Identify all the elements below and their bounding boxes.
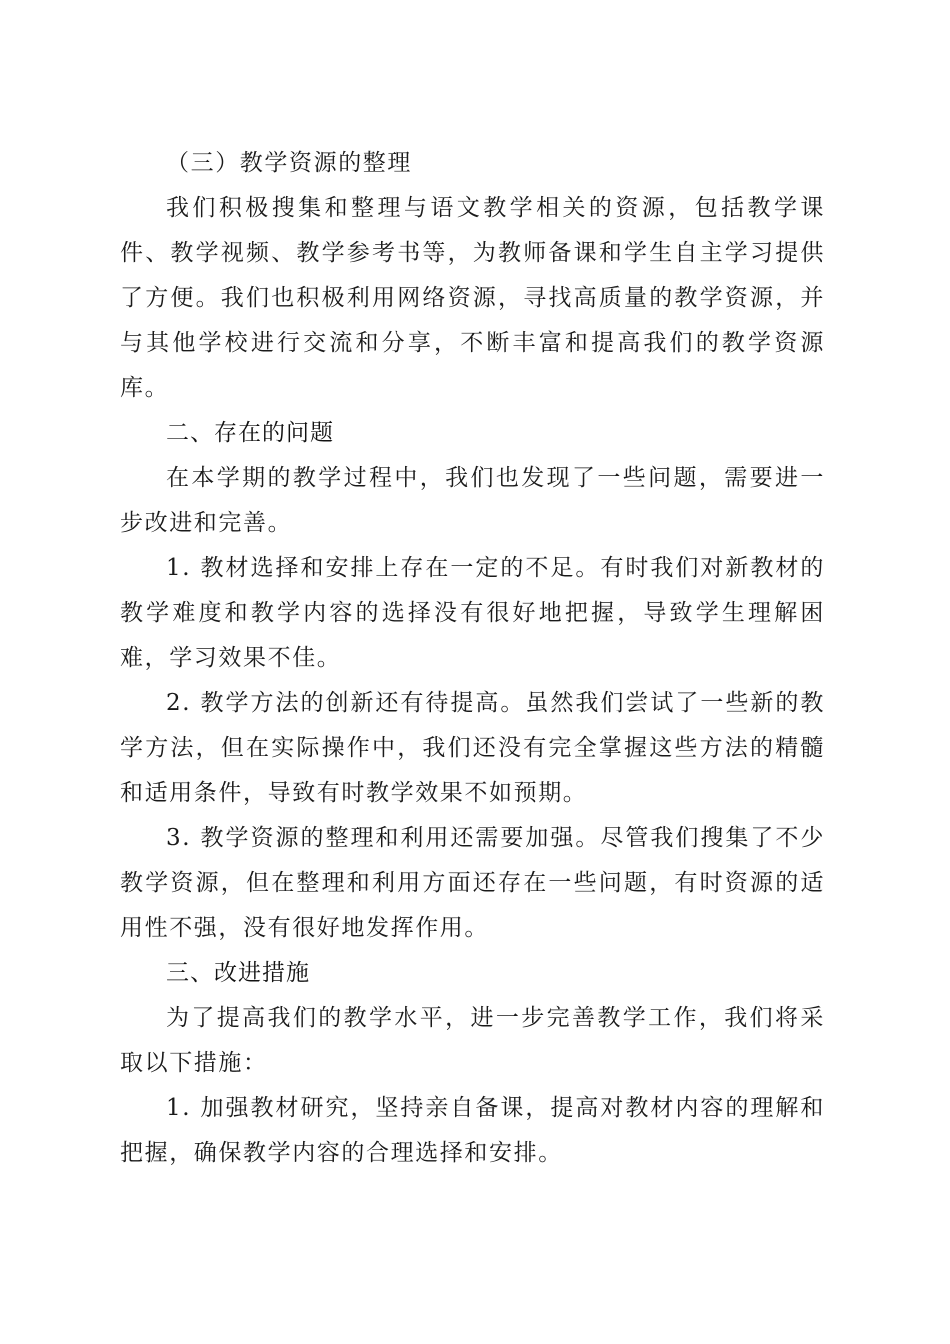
paragraph-problem-2: 2. 教学方法的创新还有待提高。虽然我们尝试了一些新的教学方法，但在实际操作中，我们还没有完全掌握这些方法的精髓和适用条件，导致有时教学效果不如预期。	[120, 690, 825, 806]
section-heading-improvements: 三、改进措施	[166, 960, 310, 986]
paragraph-improvement-1: 1. 加强教材研究，坚持亲自备课，提高对教材内容的理解和把握，确保教学内容的合理选择和安排。	[120, 1095, 825, 1166]
paragraph-improvements-intro: 为了提高我们的教学水平，进一步完善教学工作，我们将采取以下措施：	[120, 1005, 825, 1076]
paragraph-problem-3: 3. 教学资源的整理和利用还需要加强。尽管我们搜集了不少教学资源，但在整理和利用方面还存在一些问题，有时资源的适用性不强，没有很好地发挥作用。	[120, 825, 825, 941]
document-page	[120, 141, 825, 1176]
paragraph-resources: 我们积极搜集和整理与语文教学相关的资源，包括教学课件、教学视频、教学参考书等，为教师备课和学生自主学习提供了方便。我们也积极利用网络资源，寻找高质量的教学资源，并与其他学校进行交流和分享，不断丰富和提高我们的教学资源库。	[120, 195, 825, 401]
paragraph-problems-intro: 在本学期的教学过程中，我们也发现了一些问题，需要进一步改进和完善。	[120, 465, 825, 536]
section-subheading-teaching-resources: （三）教学资源的整理	[166, 150, 412, 176]
paragraph-problem-1: 1. 教材选择和安排上存在一定的不足。有时我们对新教材的教学难度和教学内容的选择没有很好地把握，导致学生理解困难，学习效果不佳。	[120, 555, 825, 671]
section-heading-problems: 二、存在的问题	[166, 420, 334, 446]
